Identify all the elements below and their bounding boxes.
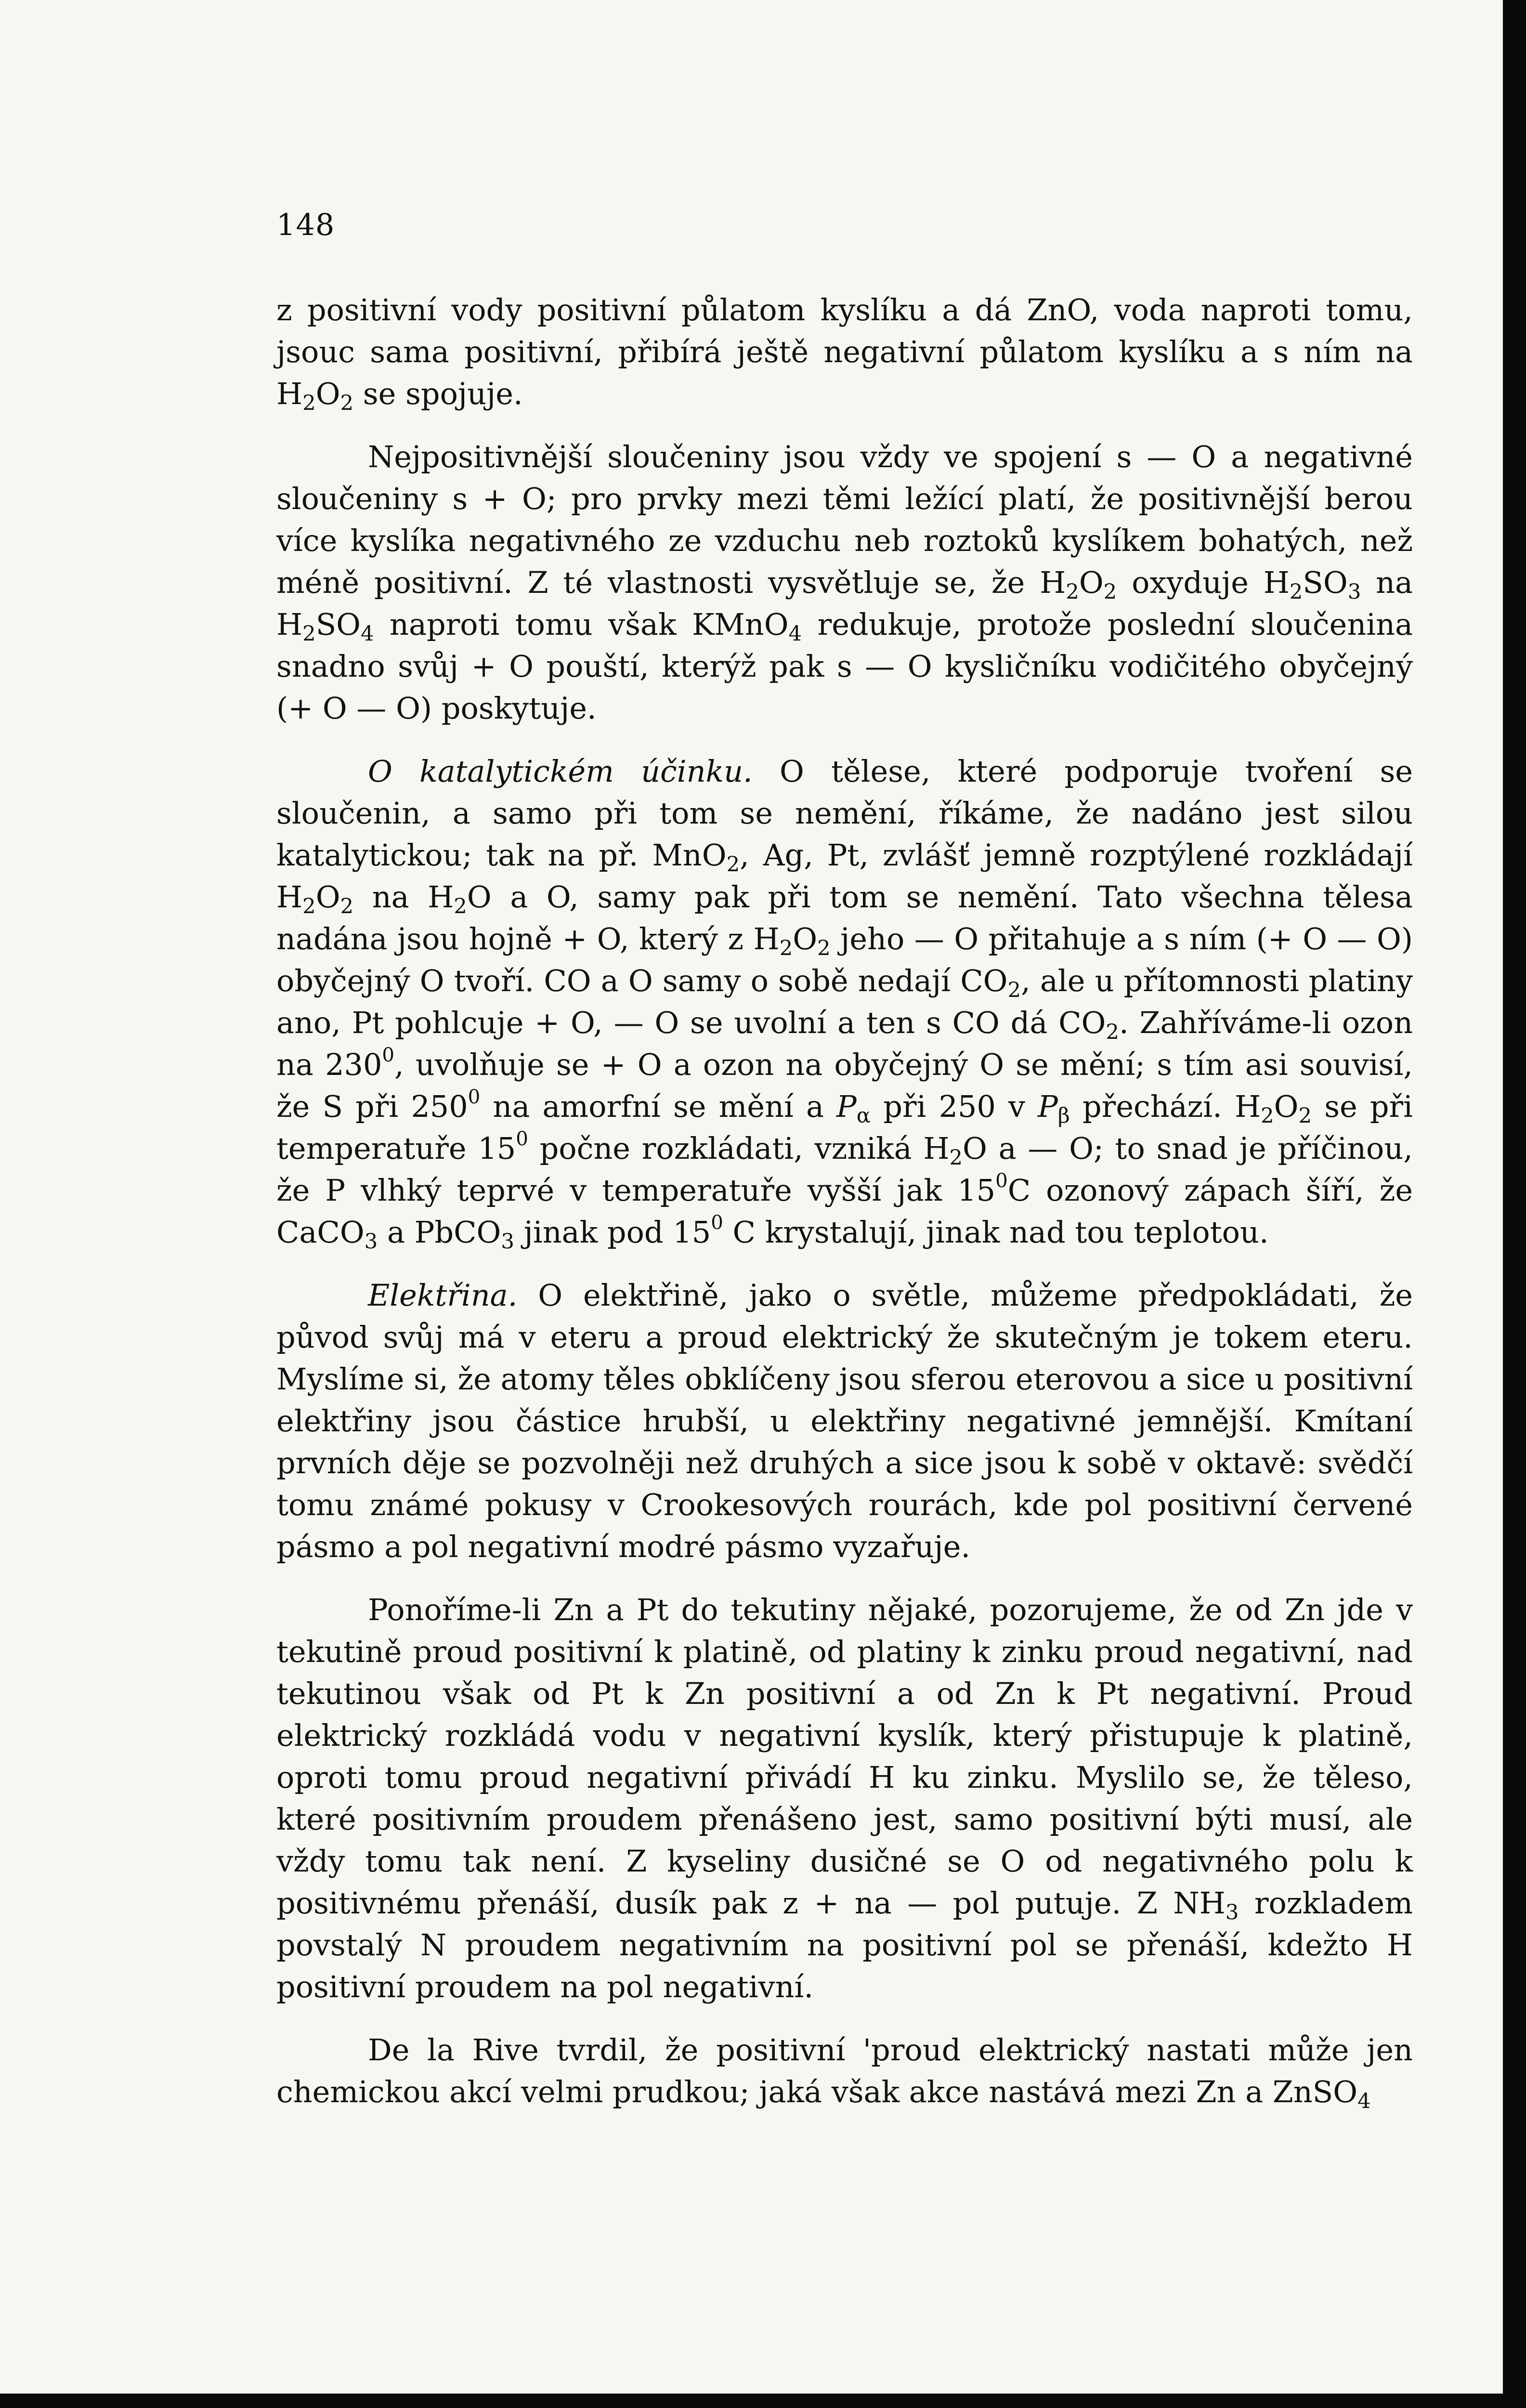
subscript: 4 (788, 622, 802, 646)
page-number: 148 (276, 207, 335, 242)
subscript: 2 (302, 391, 316, 415)
italic-text: P (1038, 1089, 1058, 1124)
text-run: O (1079, 565, 1104, 600)
text-run: , ale u přítomnosti platiny ano, Pt pohlcuje + O, — O se uvolní a ten s CO dá CO (276, 963, 1413, 1040)
text-run: Ponoříme-li Zn a Pt do tekutiny nějaké, pozorujeme, že od Zn jde v tekutině proud positivní k platině, od platiny k zinku proud negativní, nad tekutinou však od Pt k Zn positivní a od Zn k Pt negativní. Proud elektrický rozkládá vodu v negativní kyslík, který přistupuje k platině, oproti tomu proud negativní přivádí H ku zinku. Myslilo se, že těleso, které positivním proudem přenášeno jest, samo positivní býti musí, ale vždy tomu tak není. Z kyseliny dusičné se O od negativného polu k positivnému přenáší, dusík pak z + na — pol putuje. Z NH (276, 1592, 1413, 1921)
text-run: , Ag, Pt, zvlášť jemně rozptýlené rozkládají H (276, 838, 1413, 915)
text-run: SO (1303, 565, 1348, 600)
subscript: 3 (1225, 1900, 1239, 1924)
supscript: 0 (516, 1127, 528, 1150)
text-run: Nejpositivnější sloučeniny jsou vždy ve spojení s — O a negativné sloučeniny s + O; pro prvky mezi těmi ležící platí, že positivnější berou více kyslíka negativného ze vzduchu neb roztoků kyslíkem bohatých, než méně positivní. Z té vlastnosti vysvětluje se, že H (276, 439, 1413, 600)
text-run: oxyduje H (1117, 565, 1290, 600)
subscript: 2 (340, 894, 354, 918)
paragraph (276, 436, 1413, 729)
paragraph (276, 750, 1413, 1253)
paragraph (276, 1274, 1413, 1568)
text-run: jeho — O přitahuje a s ním (+ O — O) obyčejný O tvoří. CO a O samy o sobě nedají CO (276, 921, 1413, 998)
supscript: 0 (995, 1169, 1008, 1192)
paragraph (276, 289, 1413, 415)
text-run: rozkladem povstalý N proudem negativním na positivní pol se přenáší, kdežto H positivní proudem na pol negativní. (276, 1885, 1413, 2004)
text-run: z positivní vody positivní půlatom kyslíku a dá ZnO, voda naproti tomu, jsouc sama positivní, přibírá ještě negativní půlatom kyslíku a s ním na H (276, 292, 1413, 411)
text-run: . Zahříváme-li ozon na 230 (276, 1005, 1413, 1082)
text-run: na H (353, 879, 454, 915)
subscript: 2 (1066, 580, 1079, 604)
scan-border-bottom (0, 2394, 1526, 2408)
subscript: 2 (726, 852, 740, 877)
subscript: α (856, 1104, 871, 1128)
italic-text: P (836, 1089, 857, 1124)
subscript: 2 (302, 894, 316, 918)
subscript: 4 (361, 622, 374, 646)
text-run: přechází. H (1070, 1089, 1261, 1124)
text-run: počne rozkládati, vzniká H (528, 1131, 950, 1166)
subscript: 2 (817, 936, 831, 960)
italic-text: Elektřina. (368, 1278, 518, 1313)
subscript: 3 (501, 1230, 514, 1254)
subscript: 2 (1103, 580, 1117, 604)
text-run: se spojuje. (353, 376, 523, 411)
subscript: 2 (779, 936, 793, 960)
text-run: redukuje, protože poslední sloučenina snadno svůj + O pouští, kterýž pak s — O kysličníku vodičitého obyčejný (+ O — O) poskytuje. (276, 607, 1413, 726)
text-run: O a — O; to snad je příčinou, že P vlhký teprvé v temperatuře vyšší jak 15 (276, 1131, 1413, 1208)
subscript: 2 (1261, 1104, 1274, 1128)
text-run: O (315, 879, 340, 915)
subscript: 2 (1007, 978, 1021, 1002)
text-run: jinak pod 15 (514, 1215, 711, 1250)
text-run: při 250 v (871, 1089, 1038, 1124)
supscript: 0 (382, 1044, 395, 1066)
text-run: O (315, 376, 340, 411)
text-run: SO (315, 607, 361, 642)
supscript: 0 (711, 1211, 723, 1234)
text-run: na H (276, 565, 1413, 642)
subscript: 2 (949, 1146, 963, 1170)
text-run: O (1274, 1089, 1299, 1124)
subscript: β (1057, 1104, 1070, 1128)
subscript: 3 (1347, 580, 1361, 604)
text-run: C krystalují, jinak nad tou teplotou. (723, 1215, 1269, 1250)
text-run: a PbCO (378, 1215, 501, 1250)
text-run: O tělese, které podporuje tvoření se sloučenin, a samo při tom se nemění, říkáme, že nadáno jest silou katalytickou; tak na př. MnO (276, 754, 1413, 873)
text-run: na amorfní se mění a (480, 1089, 837, 1124)
subscript: 2 (1289, 580, 1303, 604)
subscript: 2 (454, 894, 467, 918)
paragraph (276, 1589, 1413, 2008)
subscript: 3 (364, 1230, 378, 1254)
text-run: , uvolňuje se + O a ozon na obyčejný O se mění; s tím asi souvisí, že S při 250 (276, 1047, 1413, 1124)
supscript: 0 (468, 1086, 481, 1108)
text-run: C ozonový zápach šíří, že CaCO (276, 1173, 1413, 1250)
body-text (276, 289, 1413, 2113)
text-run: De la Rive tvrdil, že positivní 'proud elektrický nastati může jen chemickou akcí velmi prudkou; jaká však akce nastává mezi Zn a ZnSO (276, 2032, 1413, 2109)
subscript: 2 (302, 622, 316, 646)
subscript: 2 (1106, 1020, 1119, 1044)
scan-border-right (1503, 0, 1526, 2408)
subscript: 2 (1298, 1104, 1312, 1128)
text-run: O (793, 921, 818, 956)
text-run: se při temperatuře 15 (276, 1089, 1413, 1166)
text-run: O elektřině, jako o světle, můžeme předpokládati, že původ svůj má v eteru a proud elektrický že skutečným je tokem eteru. Myslíme si, že atomy těles obklíčeny jsou sferou eterovou a sice u positivní elektřiny jsou částice hrubší, u elektřiny negativné jemnější. Kmítaní prvních děje se pozvolněji než druhých a sice jsou k sobě v oktavě: svědčí tomu známé pokusy v Crookesových rourách, kde pol positivní červené pásmo a pol negativní modré pásmo vyzařuje. (276, 1278, 1413, 1564)
subscript: 2 (340, 391, 354, 415)
paragraph (276, 2029, 1413, 2113)
text-run: O a O, samy pak při tom se nemění. Tato všechna tělesa nadána jsou hojně + O, který z H (276, 879, 1413, 956)
italic-text: O katalytickém účinku. (368, 754, 753, 789)
text-run: naproti tomu však KMnO (374, 607, 789, 642)
subscript: 4 (1357, 2089, 1371, 2113)
